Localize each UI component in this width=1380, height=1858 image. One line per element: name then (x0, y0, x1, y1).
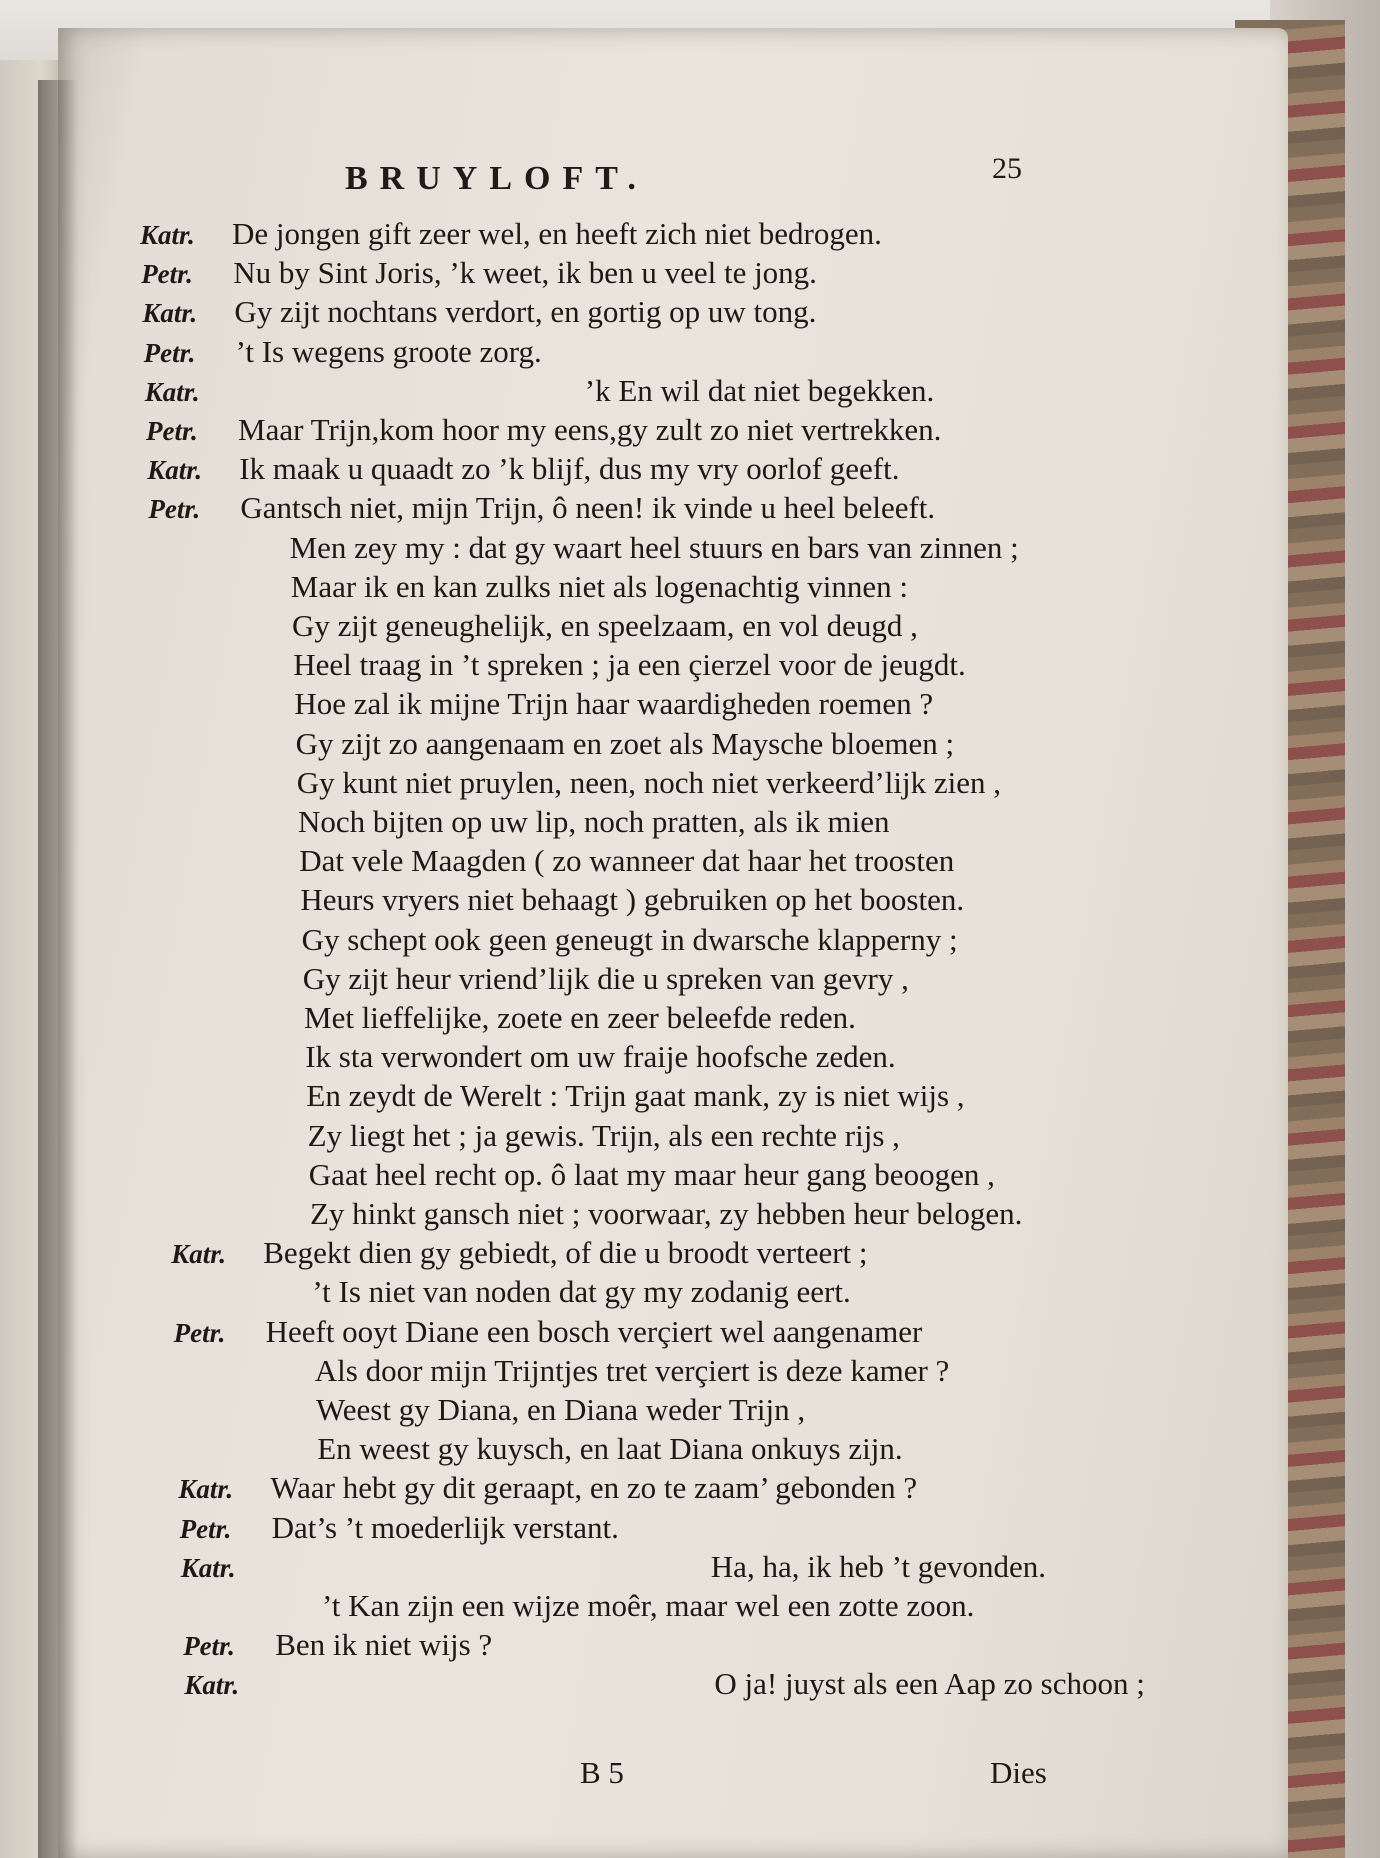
verse-text: Als door mijn Trijntjes tret verçiert is deze kamer ? (314, 1352, 950, 1388)
verse-text: Gy zijt nochtans verdort, en gortig op uw tong. (234, 294, 817, 330)
text-line (141, 255, 817, 292)
text-line (154, 686, 933, 722)
text-line (157, 765, 1001, 801)
verse-text-right: ’k En wil dat niet begekken. (584, 372, 935, 408)
text-line (150, 530, 1019, 566)
speaker-label: Katr. (147, 455, 202, 486)
spine-shadow (38, 80, 78, 1858)
verse-text-right: Ha, ha, ik heb ’t gevonden. (710, 1548, 1046, 1584)
verse-text: De jongen gift zeer wel, en heeft zich niet bedrogen. (232, 216, 882, 251)
verse-text: Gy zijt zo aangenaam en zoet als Maysche bloemen ; (295, 725, 955, 761)
text-line (158, 804, 889, 840)
speaker-label: Katr. (171, 1239, 226, 1270)
verse-text: Nu by Sint Joris, ’k weet, ik ben u veel te jong. (233, 255, 817, 291)
text-line (168, 1118, 900, 1154)
running-title: BRUYLOFT. (345, 160, 648, 197)
verse-text: Waar hebt gy dit geraapt, en zo te zaam’ gebonden ? (270, 1470, 918, 1506)
text-line (162, 922, 958, 958)
text-line (164, 1000, 856, 1036)
text-line (146, 412, 941, 449)
verse-text: ’t Is niet van noden dat gy my zodanig eert. (312, 1274, 851, 1310)
speaker-label: Katr. (184, 1670, 240, 1701)
verse-text: Dat vele Maagden ( zo wanneer dat haar het troosten (299, 843, 955, 879)
text-line (175, 1353, 950, 1389)
text-line (183, 1627, 492, 1664)
verse-text: Gaat heel recht op. ô laat my maar heur gang beoogen , (308, 1156, 995, 1192)
text-line (178, 1470, 917, 1507)
speaker-label: Katr. (142, 298, 198, 329)
verse-text: Men zey my : dat gy waart heel stuurs en bars van zinnen ; (289, 529, 1019, 565)
text-line (180, 1548, 1046, 1586)
text-line (172, 1274, 850, 1310)
verse-text: Gy zijt heur vriend’lijk die u spreken van gevry , (302, 960, 909, 996)
text-line (153, 647, 966, 683)
verse-text-right: O ja! juyst als een Aap zo schoon ; (714, 1666, 1145, 1702)
verse-text: Gy schept ook geen geneugt in dwarsche klapperny ; (301, 921, 958, 957)
verse-text: ’t Is wegens groote zorg. (235, 333, 542, 369)
text-line (165, 1039, 896, 1075)
text-line (151, 569, 908, 605)
verse-text: Heeft ooyt Diane een bosch verçiert wel aangenamer (265, 1313, 923, 1349)
verse-text: ’t Kan zijn een wijze moêr, maar wel een zotte zoon. (322, 1588, 975, 1623)
verse-text: Noch bijten op uw lip, noch pratten, als ik mien (298, 804, 890, 839)
text-line (140, 216, 882, 253)
text-line (144, 334, 542, 371)
speaker-label: Petr. (173, 1317, 226, 1348)
verse-text: Heel traag in ’t spreken ; ja een çierzel voor de jeugdt. (293, 647, 966, 683)
verse-text: Zy liegt het ; ja gewis. Trijn, als een rechte rijs , (307, 1117, 900, 1153)
verse-text: Ik sta verwondert om uw fraije hoofsche zeden. (305, 1039, 896, 1075)
text-line (147, 451, 899, 488)
verse-text: Hoe zal ik mijne Trijn haar waardigheden roemen ? (294, 686, 934, 722)
speaker-label: Petr. (148, 494, 201, 525)
text-line (156, 726, 955, 762)
verse-text: Gy zijt geneughelijk, en speelzaam, en vol deugd , (292, 608, 918, 643)
verse-text: En zeydt de Werelt : Trijn gaat mank, zy is niet wijs , (306, 1078, 965, 1114)
verse-text: Begekt dien gy gebiedt, of die u broodt verteert ; (263, 1235, 868, 1271)
text-line (177, 1431, 902, 1467)
text-line (171, 1235, 867, 1272)
verse-text: Ik maak u quaadt zo ’k blijf, dus my vry oorlof geeft. (239, 451, 900, 487)
speaker-label: Petr. (179, 1513, 232, 1544)
text-line (184, 1666, 1145, 1703)
speaker-label: Petr. (183, 1631, 235, 1662)
verse-text: Maar Trijn,kom hoor my eens,gy zult zo niet vertrekken. (238, 412, 942, 447)
page-number: 25 (992, 152, 1022, 185)
text-line (176, 1392, 805, 1428)
text-line (169, 1157, 995, 1193)
text-line (166, 1078, 964, 1114)
verse-text: Weest gy Diana, en Diana weder Trijn , (316, 1392, 806, 1427)
text-line (142, 294, 816, 331)
verse-text: Ben ik niet wijs ? (275, 1627, 493, 1663)
text-line (163, 961, 909, 997)
signature-mark: B 5 (580, 1755, 624, 1790)
text-line (160, 882, 964, 918)
verse-text: Met lieffelijke, zoete en zeer beleefde reden. (304, 1000, 856, 1035)
text-line (182, 1588, 974, 1624)
speaker-label: Katr. (178, 1474, 234, 1505)
text-line (144, 372, 935, 410)
catchword: Dies (990, 1755, 1047, 1790)
verse-text: Zy hinkt gansch niet ; voorwaar, zy hebben heur belogen. (310, 1196, 1023, 1231)
verse-text: Gantsch niet, mijn Trijn, ô neen! ik vinde u heel beleeft. (240, 490, 936, 526)
speaker-label: Katr. (144, 376, 200, 407)
text-line (170, 1196, 1022, 1232)
verse-text: Maar ik en kan zulks niet als logenachtig vinnen : (290, 568, 909, 604)
verse-text: En weest gy kuysch, en laat Diana onkuys zijn. (317, 1431, 903, 1467)
verse-text: Heurs vryers niet behaagt ) gebruiken op het boosten. (300, 882, 965, 918)
verse-text: Dat’s ’t moederlijk verstant. (271, 1509, 619, 1545)
speaker-label: Katr. (180, 1552, 236, 1583)
text-line (148, 490, 935, 527)
speaker-label: Petr. (143, 337, 196, 368)
speaker-label: Katr. (140, 220, 195, 250)
speaker-label: Petr. (146, 416, 198, 446)
text-line (159, 843, 954, 879)
speaker-label: Petr. (141, 259, 193, 290)
verse-text: Gy kunt niet pruylen, neen, noch niet verkeerd’lijk zien , (296, 764, 1001, 800)
text-line (152, 608, 918, 644)
text-line (174, 1314, 923, 1351)
text-line (180, 1510, 619, 1547)
